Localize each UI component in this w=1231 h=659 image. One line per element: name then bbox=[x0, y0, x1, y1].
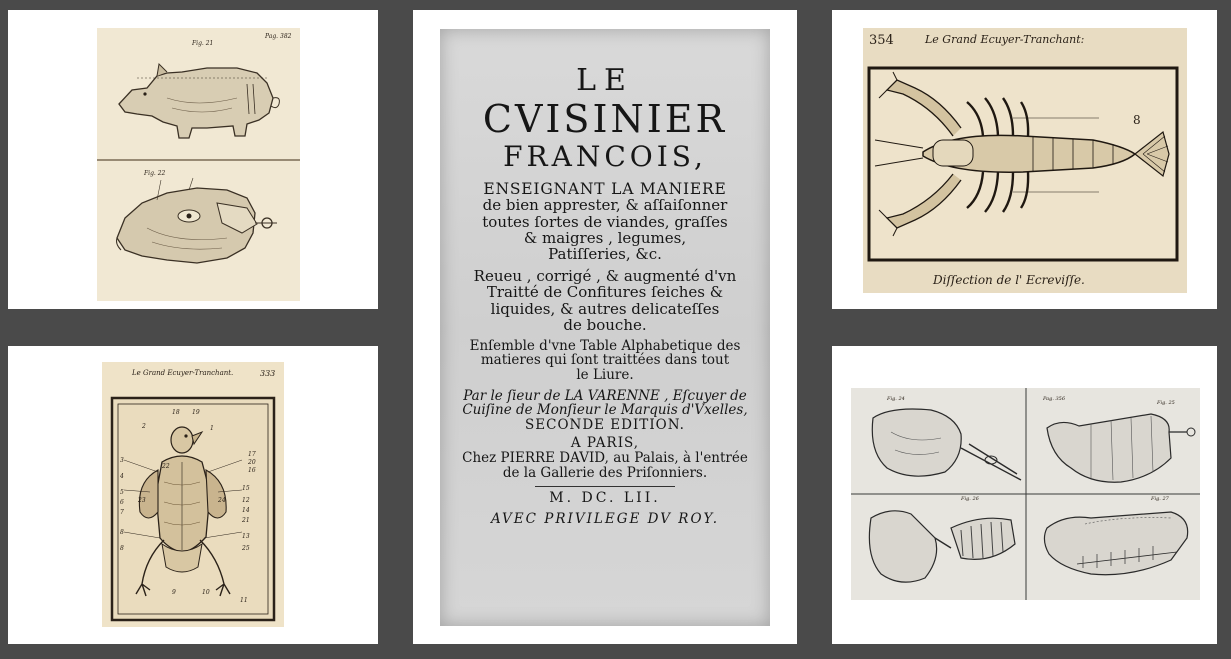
place-line: A PARIS, bbox=[570, 435, 640, 452]
title-word-le: LE bbox=[576, 63, 634, 98]
bird-label-24: 24 bbox=[218, 497, 226, 504]
title-word-cuisinier: CVISINIER bbox=[482, 97, 728, 142]
fig-24-label: Fig. 24 bbox=[887, 396, 905, 402]
bird-label-2: 2 bbox=[142, 423, 146, 430]
fig-25-label: Fig. 25 bbox=[1157, 400, 1175, 406]
pig-engraving bbox=[97, 28, 300, 301]
title-page bbox=[440, 29, 770, 626]
bird-label-17: 17 bbox=[248, 451, 256, 458]
bird-plate-header: Le Grand Ecuyer-Tranchant. bbox=[132, 369, 234, 377]
fig-26-label: Fig. 26 bbox=[961, 496, 979, 502]
title-divider bbox=[535, 486, 675, 487]
title-line-3: & maigres , legumes, bbox=[523, 228, 687, 247]
bird-engraving bbox=[102, 362, 284, 627]
author-line-1: Par le ſieur de LA VARENNE , Eſcuyer de bbox=[463, 387, 747, 404]
fig-21-label: Fig. 21 bbox=[192, 40, 214, 47]
title-line-7: liquides, & autres delicateſſes bbox=[490, 299, 720, 318]
bird-label-15: 15 bbox=[242, 485, 250, 492]
meat-carving-illustration bbox=[851, 388, 1200, 600]
bird-label-18: 18 bbox=[172, 409, 180, 416]
crayfish-plate-header: Le Grand Ecuyer-Tranchant: bbox=[925, 33, 1085, 46]
bird-label-5: 5 bbox=[120, 489, 124, 496]
crayfish-dissection-illustration bbox=[863, 28, 1187, 293]
bird-label-11: 11 bbox=[240, 597, 248, 604]
fig-27-label: Fig. 27 bbox=[1151, 496, 1169, 502]
crayfish-label-8: 8 bbox=[1133, 113, 1141, 127]
crayfish-engraving bbox=[863, 28, 1187, 293]
publication-date: M. DC. LII. bbox=[549, 490, 661, 507]
title-subtitle: ENSEIGNANT LA MANIERE bbox=[483, 179, 727, 198]
title-line-5: Reueu , corrigé , & augmenté d'vn bbox=[473, 267, 737, 286]
bird-label-10: 10 bbox=[202, 589, 210, 596]
bird-label-14: 14 bbox=[242, 507, 250, 514]
bird-label-23: 23 bbox=[138, 497, 146, 504]
bird-label-22: 22 bbox=[162, 463, 170, 470]
title-line-4: Patiſſeries, &c. bbox=[548, 244, 662, 263]
title-line-10: matieres qui ſont traittées dans tout bbox=[480, 352, 730, 369]
pig-carving-illustration bbox=[97, 28, 300, 301]
meat-engraving bbox=[851, 388, 1200, 600]
pig-page-number: Pag. 382 bbox=[265, 33, 292, 40]
bird-carving-illustration bbox=[102, 362, 284, 627]
bird-page-number: 333 bbox=[260, 369, 276, 378]
bird-label-3: 3 bbox=[120, 457, 124, 464]
bird-label-20: 20 bbox=[248, 459, 256, 466]
meat-page-number: Pag. 356 bbox=[1043, 396, 1066, 402]
title-line-2: toutes ſortes de viandes, graſſes bbox=[482, 212, 728, 231]
title-line-11: le Liure. bbox=[576, 367, 634, 384]
bird-label-1: 1 bbox=[210, 425, 214, 432]
bird-label-9: 9 bbox=[172, 589, 176, 596]
fig-22-label: Fig. 22 bbox=[144, 170, 166, 177]
bird-label-21: 21 bbox=[242, 517, 250, 524]
publisher-line-2: de la Gallerie des Priſonniers. bbox=[502, 464, 708, 481]
bird-label-4: 4 bbox=[120, 473, 124, 480]
bird-label-6: 6 bbox=[120, 499, 124, 506]
author-line-2: Cuiſine de Monſieur le Marquis d'Vxelles, bbox=[462, 402, 748, 419]
publisher-line-1: Chez PIERRE DAVID, au Palais, à l'entrée bbox=[462, 449, 748, 466]
title-word-francois: FRANCOIS, bbox=[503, 140, 707, 174]
bird-label-7: 7 bbox=[120, 509, 124, 516]
bird-label-13: 13 bbox=[242, 533, 250, 540]
title-line-6: Traitté de Confitures ſeiches & bbox=[486, 283, 724, 302]
bird-label-12: 12 bbox=[242, 497, 250, 504]
panel-crayfish bbox=[832, 10, 1217, 309]
bird-label-8b: 8 bbox=[120, 545, 124, 552]
bird-label-16: 16 bbox=[248, 467, 256, 474]
panel-pig bbox=[8, 10, 378, 309]
bird-label-8: 8 bbox=[120, 529, 124, 536]
title-line-9: Enſemble d'vne Table Alphabetique des bbox=[469, 337, 741, 354]
edition-line: SECONDE EDITION. bbox=[525, 416, 685, 433]
title-line-8: de bouche. bbox=[563, 315, 647, 334]
bird-label-19: 19 bbox=[192, 409, 200, 416]
panel-bird bbox=[8, 346, 378, 644]
crayfish-page-number: 354 bbox=[869, 33, 894, 48]
bird-label-25: 25 bbox=[242, 545, 250, 552]
title-line-1: de bien apprester, & aſſaiſonner bbox=[482, 196, 728, 215]
crayfish-caption: Diſſection de l' Ecreviſſe. bbox=[933, 273, 1085, 287]
privilege-line: AVEC PRIVILEGE DV ROY. bbox=[490, 511, 720, 528]
panel-meat-cuts bbox=[832, 346, 1217, 644]
